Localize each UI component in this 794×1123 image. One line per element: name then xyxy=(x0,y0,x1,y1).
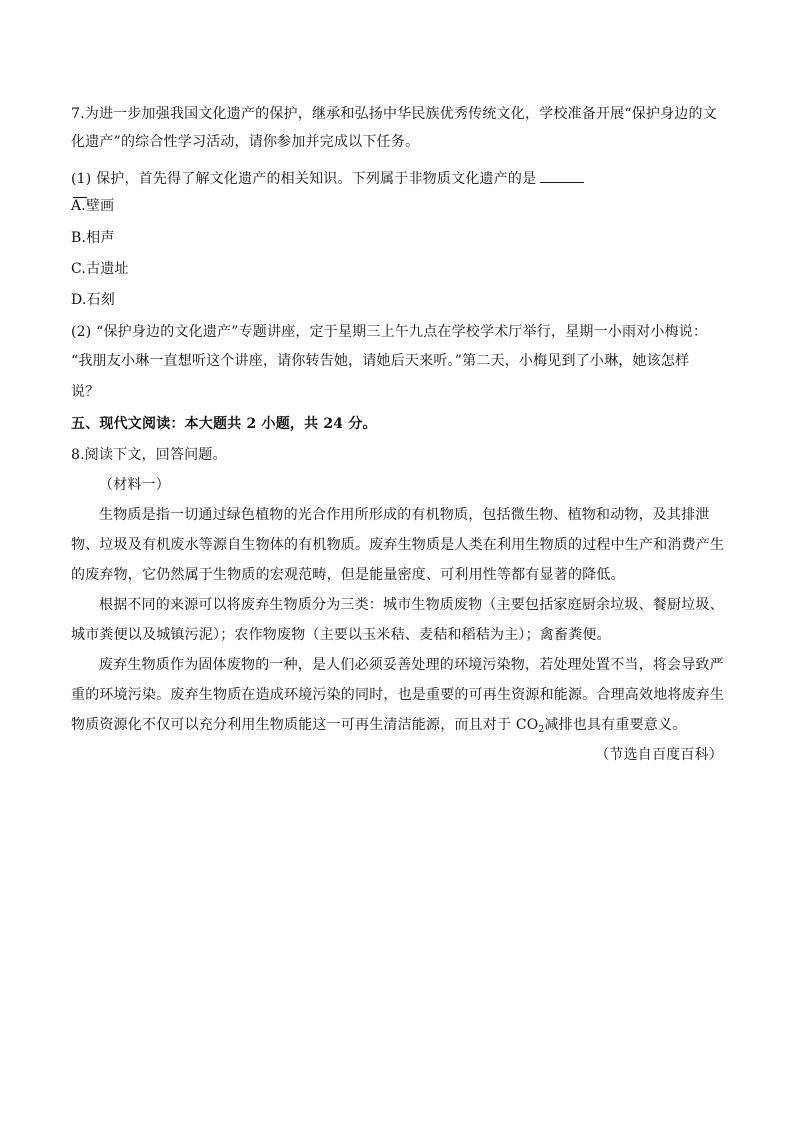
q8-intro: 8.阅读下文，回答问题。 xyxy=(71,447,227,463)
q7-sub1-question xyxy=(71,168,584,189)
q7-intro-line1: 7.为进一步加强我国文化遗产的保护，继承和弘扬中华民族优秀传统文化，学校准备开展“保护身边的文 xyxy=(71,106,717,122)
option-b: B.相声 xyxy=(71,230,115,246)
q7-sub1-text: (1) 保护，首先得了解文化遗产的相关知识。下列属于非物质文化遗产的是 xyxy=(71,171,537,187)
section5-heading: 五、现代文阅读：本大题共 2 小题，共 24 分。 xyxy=(71,416,377,432)
p1-line3: 的废弃物，它仍然属于生物质的宏观范畴，但是能量密度、可利用性等都有显著的降低。 xyxy=(71,567,625,583)
p1-line2: 物、垃圾及有机废水等源自生物体的有机物质。废弃生物质是人类在利用生物质的过程中生产和消费产生 xyxy=(71,537,725,553)
p3-line3 xyxy=(71,715,686,740)
option-a: A.壁画 xyxy=(71,198,115,214)
q7-intro-line2: 化遗产”的综合性学习活动，请你参加并完成以下任务。 xyxy=(71,134,420,150)
p1-line1: 生物质是指一切通过绿色植物的光合作用所形成的有机物质，包括微生物、植物和动物，及其排泄 xyxy=(99,507,710,523)
p3-line3-post: 减排也具有重要意义。 xyxy=(544,717,687,733)
q7-sub2-line1: (2) “保护身边的文化遗产”专题讲座，定于星期三上午九点在学校学术厅举行，星期一小雨对小梅说： xyxy=(71,324,708,340)
p3-line1: 废弃生物质作为固体废物的一种，是人们必须妥善处理的环境污染物，若处理处置不当，将会导致严 xyxy=(99,657,724,673)
option-c: C.古遗址 xyxy=(71,261,129,277)
co2-subscript: 2 xyxy=(538,725,545,735)
answer-blank[interactable] xyxy=(540,168,584,183)
q7-sub2-line2: “我朋友小琳一直想听这个讲座，请你转告她，请她后天来听。”第二天，小梅见到了小琳，她该怎样 xyxy=(71,353,690,369)
p3-line2: 重的环境污染。废弃生物质在造成环境污染的同时，也是重要的可再生资源和能源。合理高效地将废弃生 xyxy=(71,687,725,703)
material-label: （材料一） xyxy=(99,477,170,493)
p2-line2: 城市粪便以及城镇污泥）；农作物废物（主要以玉米秸、麦秸和稻秸为主）；禽畜粪便。 xyxy=(71,627,611,643)
option-d: D.石刻 xyxy=(71,292,115,308)
p3-line3-pre: 物质资源化不仅可以充分利用生物质能这一可再生清洁能源，而且对于 CO xyxy=(71,717,539,733)
q7-sub2-line3: 说？ xyxy=(71,384,100,400)
source-citation: （节选自百度百科） xyxy=(595,747,723,763)
p2-line1: 根据不同的来源可以将废弃生物质分为三类：城市生物质废物（主要包括家庭厨余垃圾、餐厨垃圾、 xyxy=(99,597,724,613)
